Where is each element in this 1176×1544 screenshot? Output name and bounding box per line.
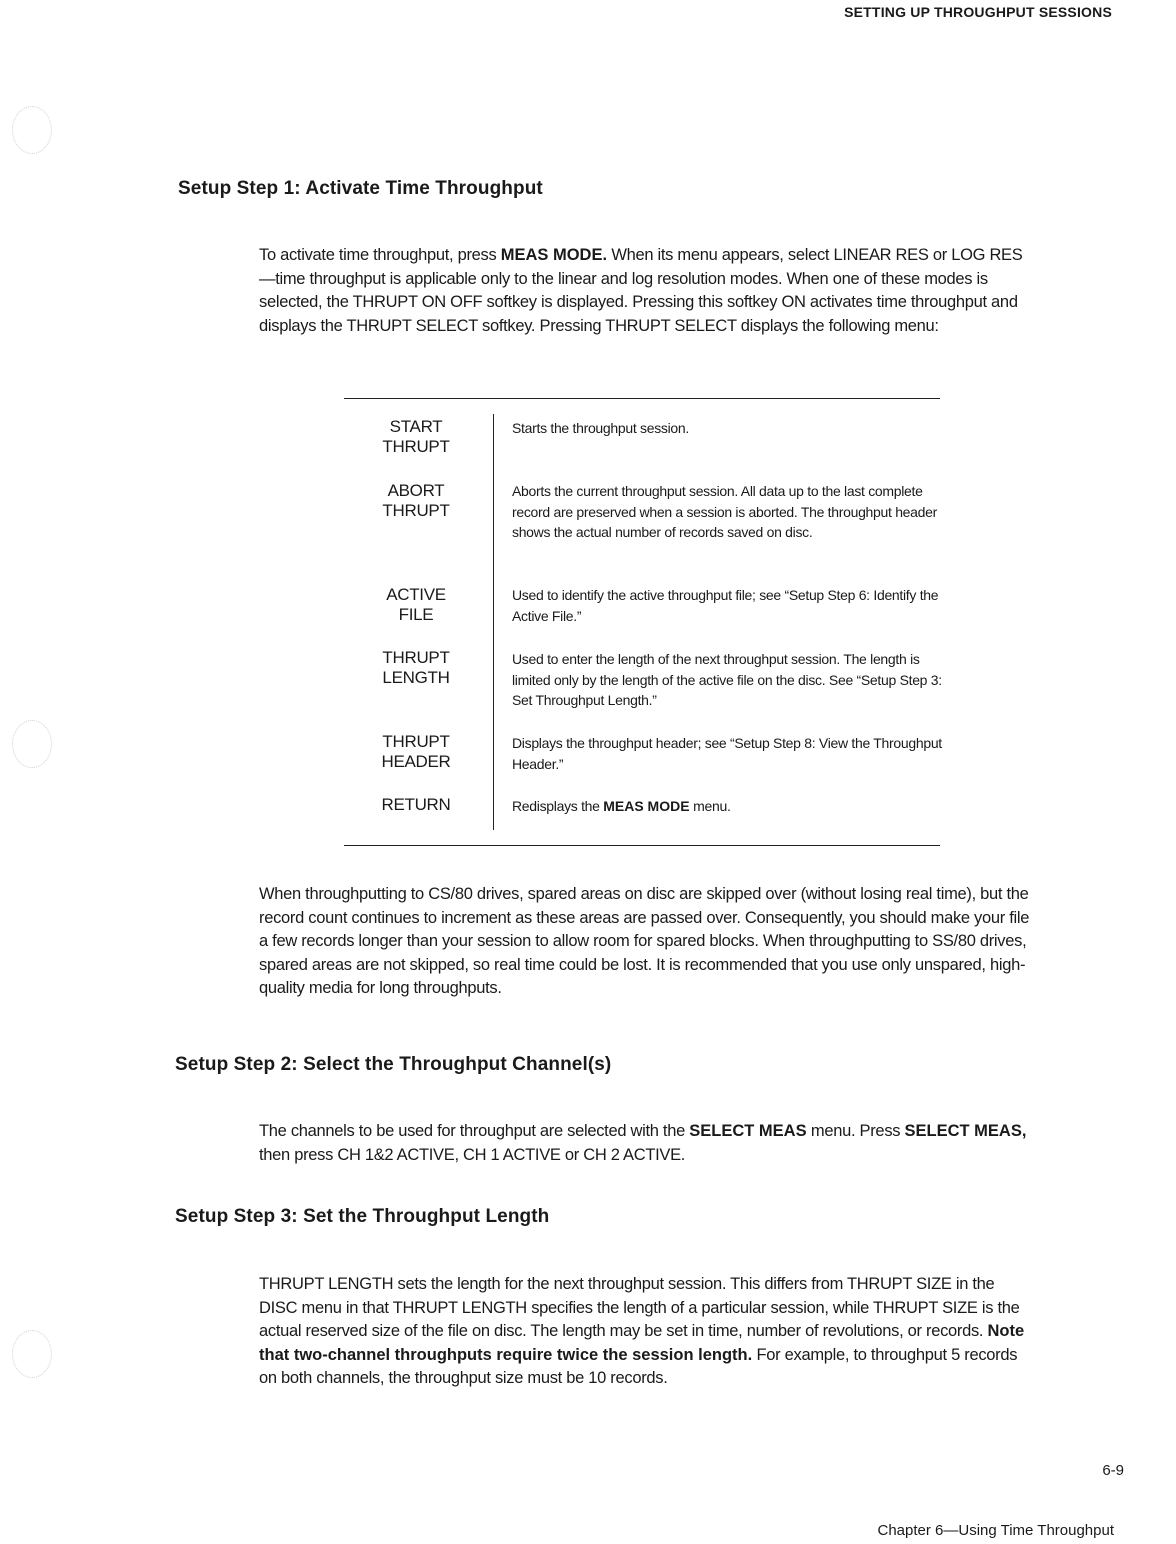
softkey-thrupt-header-desc: Displays the throughput header; see “Setup Step 8: View the Throughput Header.” — [512, 735, 942, 772]
step2-heading: Setup Step 2: Select the Throughput Channel(s) — [175, 1054, 612, 1075]
step2-paragraph: The channels to be used for throughput are selected with the SELECT MEAS menu. Press SELECT MEAS, then press CH 1&2 ACTIVE, CH 1 ACTIVE or CH 2 ACTIVE. — [259, 1122, 1027, 1164]
punch-hole-bottom — [12, 1330, 52, 1378]
menu-top-rule — [344, 398, 940, 399]
punch-hole-top — [12, 106, 52, 154]
softkey-active-file-desc: Used to identify the active throughput file; see “Setup Step 6: Identify the Active File.” — [512, 587, 939, 624]
step1-heading: Setup Step 1: Activate Time Throughput — [178, 178, 543, 199]
running-head: SETTING UP THROUGHPUT SESSIONS — [844, 4, 1112, 20]
punch-hole-middle — [12, 720, 52, 768]
softkey-abort-thrupt: ABORT THRUPT — [382, 481, 450, 520]
softkey-thrupt-header: THRUPT HEADER — [381, 732, 451, 771]
softkey-return-desc: Redisplays the MEAS MODE menu. — [512, 798, 731, 814]
softkey-abort-thrupt-desc: Aborts the current throughput session. All data up to the last complete record are preserved when a session is aborted. The throughput header shows the actual number of records saved on disc. — [512, 483, 937, 540]
step1-drives-paragraph: When throughputting to CS/80 drives, spared areas on disc are skipped over (without losing real time), but the record count continues to increment as these areas are passed over. Consequently, you should make your file a few records longer than your session to allow room for spared blocks. When throughputting to SS/80 drives, spared areas are not skipped, so real time could be lost. It is recommended that you use only unspared, high-quality media for long throughputs. — [259, 885, 1030, 997]
step3-paragraph: THRUPT LENGTH sets the length for the next throughput session. This differs from THRUPT SIZE in the DISC menu in that THRUPT LENGTH specifies the length of a particular session, while THRUPT SIZE is the actual reserved size of the file on disc. The length may be set in time, number of revolutions, or records. Note that two-channel throughputs require twice the session length. For example, to throughput 5 records on both channels, the throughput size must be 10 records. — [259, 1275, 1025, 1387]
page-number: 6-9 — [1102, 1462, 1124, 1479]
softkey-thrupt-length-desc: Used to enter the length of the next throughput session. The length is limited only by the length of the active file on the disc. See “Setup Step 3: Set Throughput Length.” — [512, 651, 942, 708]
step3-heading: Setup Step 3: Set the Throughput Length — [175, 1206, 550, 1227]
softkey-thrupt-length: THRUPT LENGTH — [382, 648, 450, 687]
menu-column-divider — [493, 414, 494, 830]
softkey-return: RETURN — [381, 795, 451, 814]
softkey-start-thrupt: START THRUPT — [382, 417, 450, 456]
softkey-start-thrupt-desc: Starts the throughput session. — [512, 420, 689, 436]
softkey-active-file: ACTIVE FILE — [386, 585, 446, 624]
menu-bottom-rule — [344, 845, 940, 846]
step1-intro-paragraph: To activate time throughput, press MEAS MODE. When its menu appears, select LINEAR RES or LOG RES—time throughput is applicable only to the linear and log resolution modes. When one of these modes is selected, the THRUPT ON OFF softkey is displayed. Pressing this softkey ON activates time throughput and displays the THRUPT SELECT softkey. Pressing THRUPT SELECT displays the following menu: — [259, 246, 1023, 335]
chapter-footer: Chapter 6—Using Time Throughput — [877, 1522, 1114, 1539]
